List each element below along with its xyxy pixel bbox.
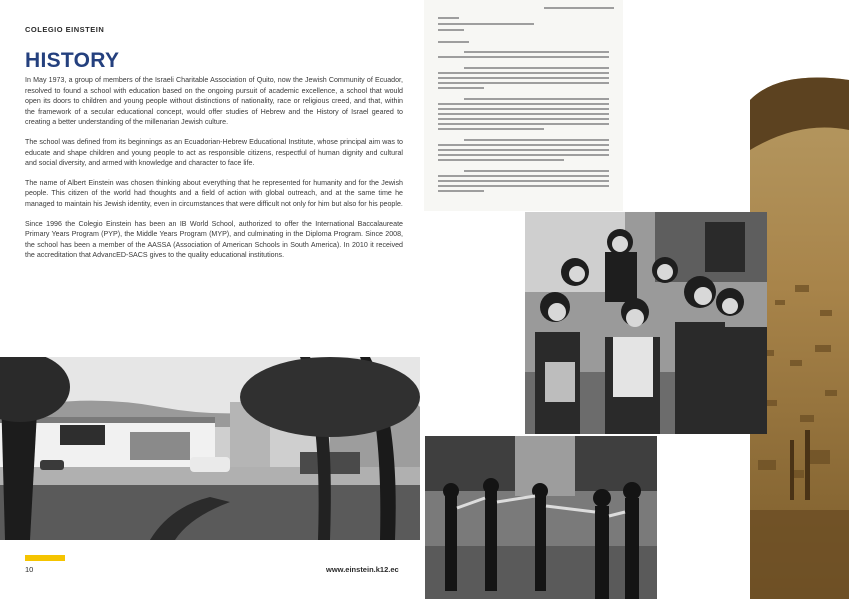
page-title: HISTORY xyxy=(25,49,120,72)
school-building-photo xyxy=(0,357,420,540)
school-name-header: COLEGIO EINSTEIN xyxy=(25,25,105,34)
paragraph-mission: The school was defined from its beginnings as an Ecuadorian-Hebrew Educational Institute, whose principal aim was to educate and shape children and young people to act as responsible citizens, respectful of human dignity and cultural and social diversity, and armed with knowledge and character to face life. xyxy=(25,137,403,168)
dance-class-photo xyxy=(425,436,657,599)
left-page xyxy=(0,0,420,599)
right-page xyxy=(420,0,849,599)
historic-letter-image xyxy=(424,0,623,211)
history-body-text xyxy=(25,75,403,270)
website-link[interactable]: www.einstein.k12.ec xyxy=(326,565,399,574)
paragraph-founding: In May 1973, a group of members of the Israeli Charitable Association of Quito, now the Jewish Community of Ecuador, resolved to found a school with education based on the ongoing pursuit of academic excellence, a school that would open its doors to children and young people without distinctions of nationality, race or religious creed, and that, within the framework of a secular educational concept, would offer studies of Hebrew and the History of Israel geared to creating a better understanding of the millenarian Jewish culture. xyxy=(25,76,403,127)
paragraph-accreditation: Since 1996 the Colegio Einstein has been an IB World School, authorized to offer the International Baccalaureate Primary Years Program (PYP), the Middle Years Program (MYP), and culminating in the Diploma Program. Since 2008, the school has been a member of the AASSA (Association of American Schools in South America). In 2010 it received the accreditation that AdvancED-SACS gives to the quality educational institutions. xyxy=(25,219,403,260)
footer-accent-bar xyxy=(25,555,65,561)
page-number: 10 xyxy=(25,565,34,574)
paragraph-name-origin: The name of Albert Einstein was chosen thinking about everything that he represented for humanity and for the Jewish people. This citizen of the world had thoughts and a field of action with global outreach, and at the same time he managed to maintain his Jewish identity, even in circumstances that were difficult not only for him but also for his people. xyxy=(25,178,403,208)
students-group-photo xyxy=(525,212,767,434)
